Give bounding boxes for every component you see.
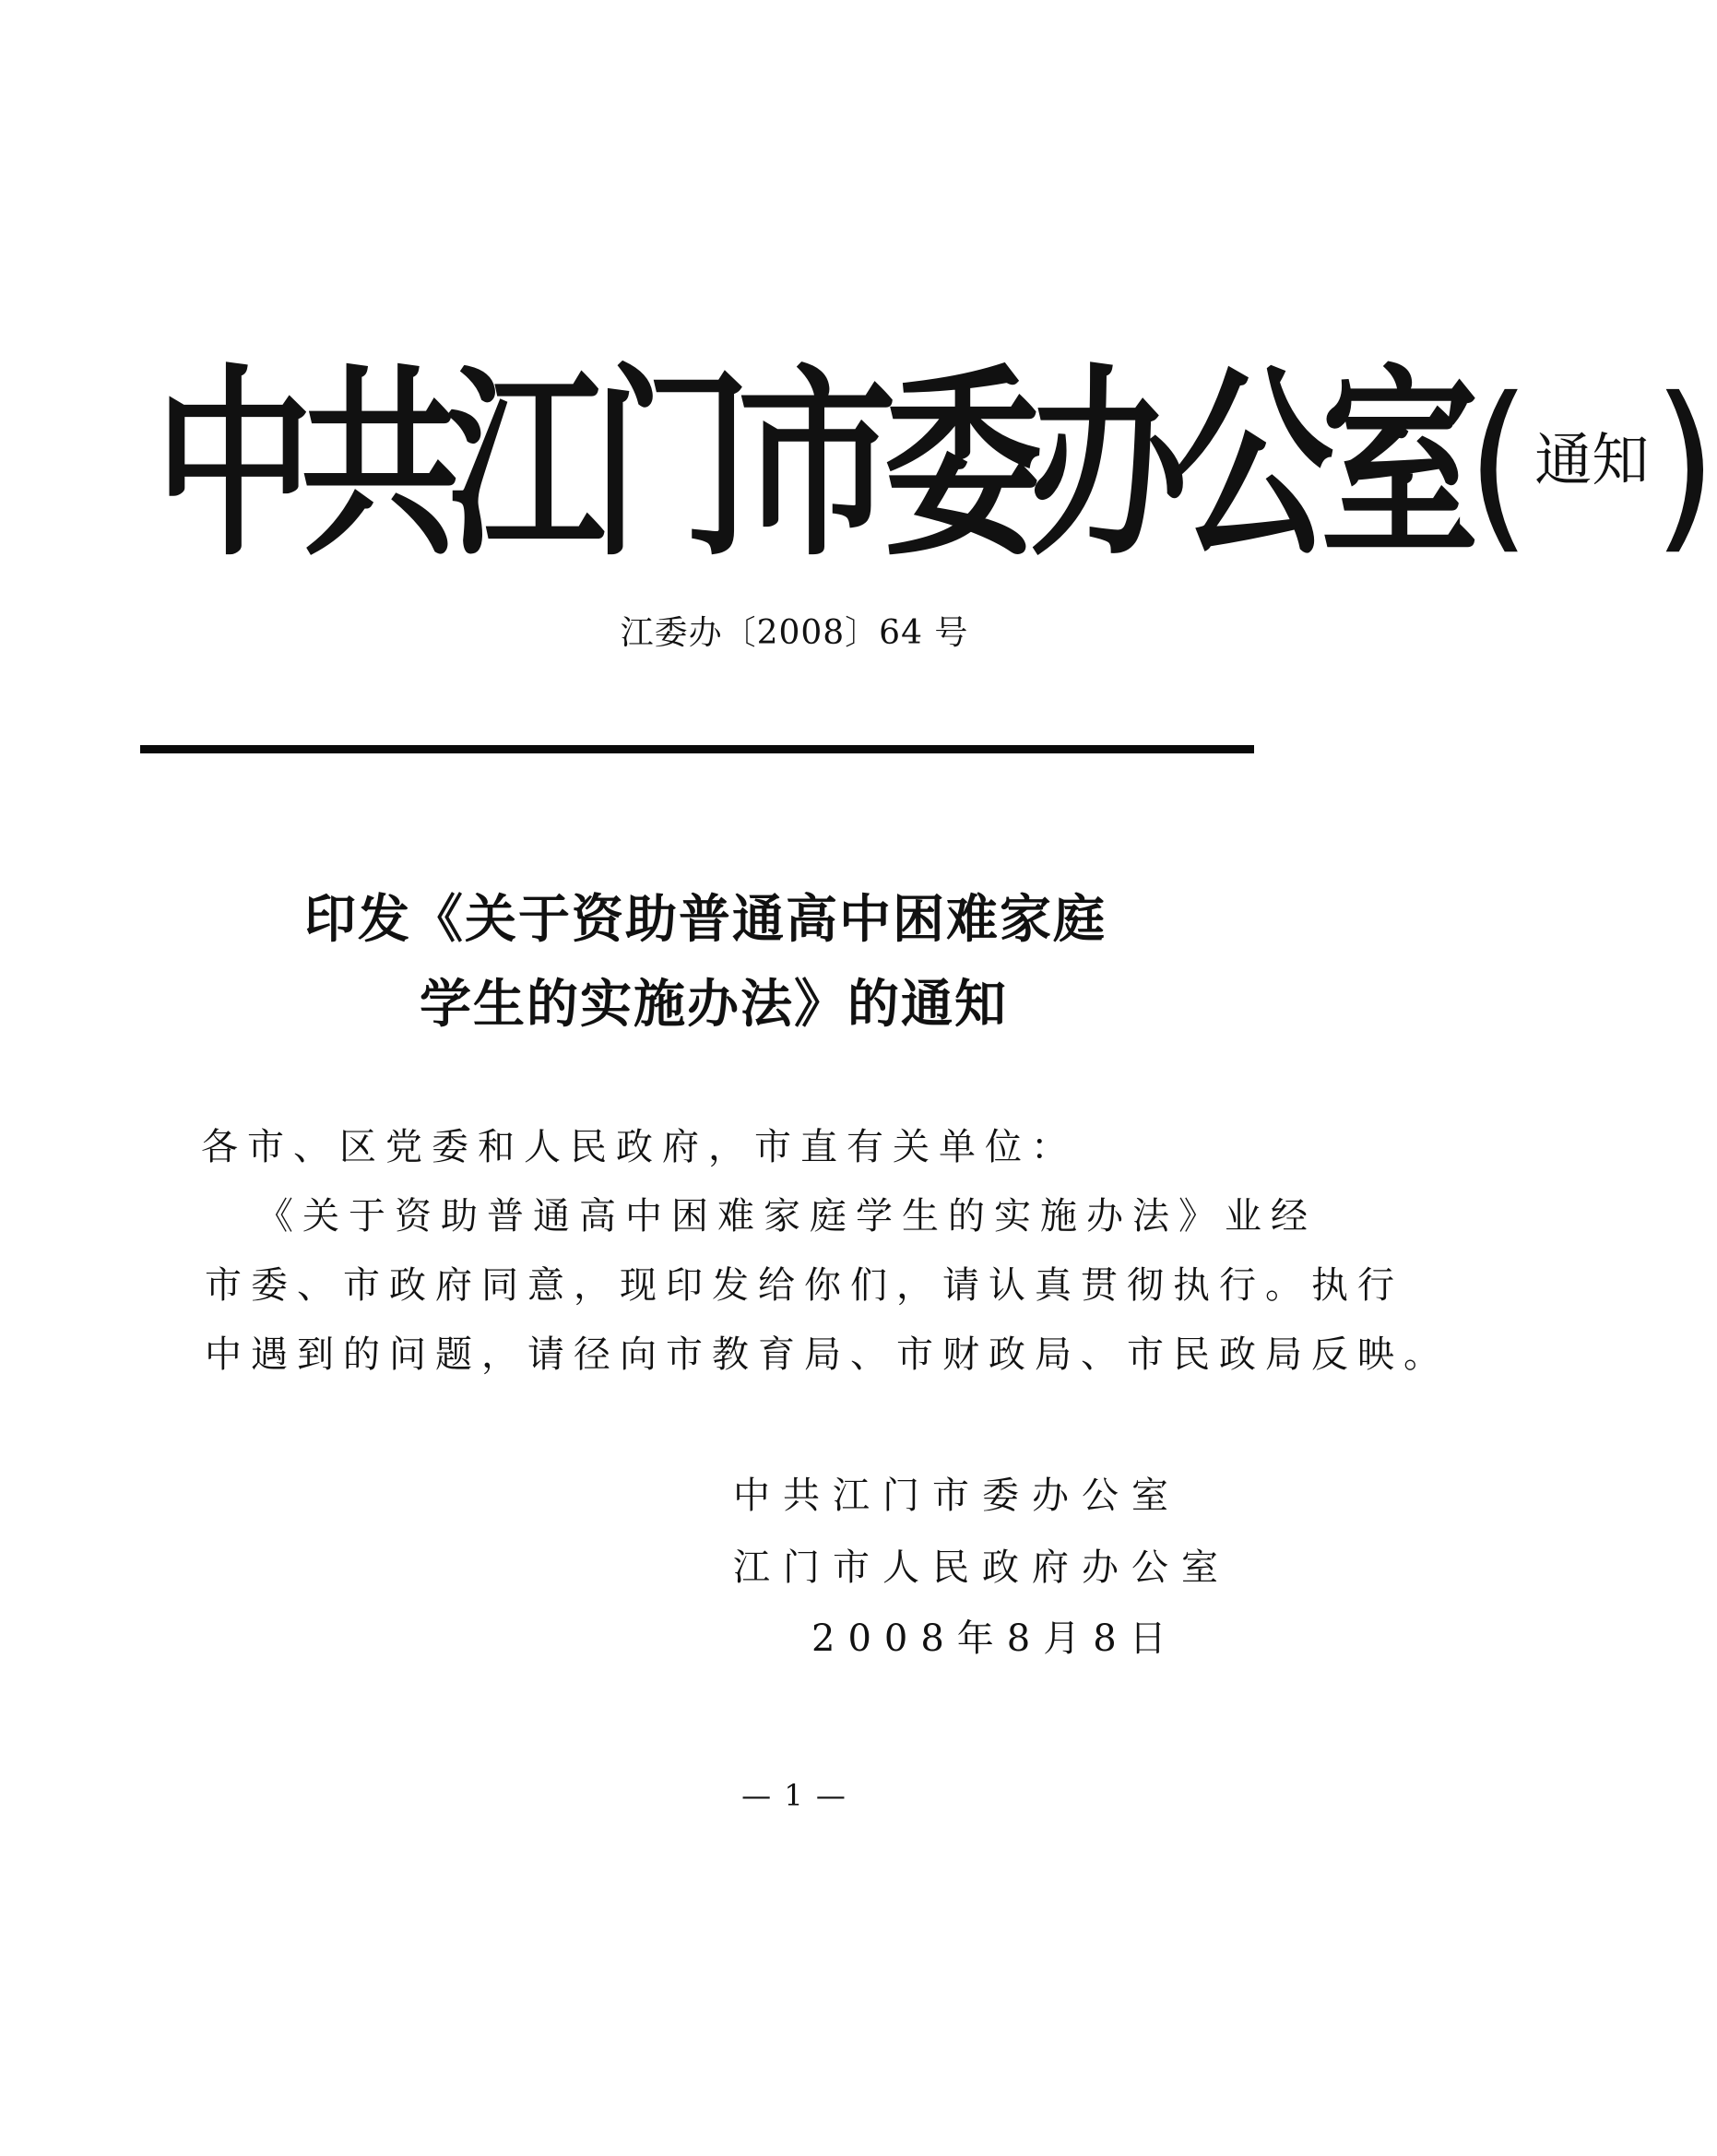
document-number: 江委办〔2008〕64 号 bbox=[620, 614, 969, 652]
masthead-title: 中共江门市委办公室 bbox=[155, 346, 1466, 584]
notice-heading-line-1: 印发《关于资助普通高中困难家庭 bbox=[304, 890, 1107, 950]
notice-heading-line-2: 学生的实施办法》的通知 bbox=[420, 975, 1008, 1035]
masthead-close-paren: ) bbox=[1652, 359, 1717, 572]
signature-org-2: 江门市人民政府办公室 bbox=[733, 1546, 1231, 1589]
body-line-3: 中遇到的问题，请径向市教育局、市财政局、市民政局反映。 bbox=[205, 1333, 1450, 1376]
body-line-1: 《关于资助普通高中困难家庭学生的实施办法》业经 bbox=[256, 1195, 1317, 1238]
separator-line bbox=[140, 745, 1254, 753]
masthead-open-paren: ( bbox=[1466, 359, 1532, 572]
page-number: — 1 — bbox=[741, 1778, 847, 1813]
body-line-2: 市委、市政府同意，现印发给你们，请认真贯彻执行。执行 bbox=[205, 1264, 1403, 1307]
masthead bbox=[155, 346, 1717, 584]
masthead-suffix: 通知 bbox=[1534, 426, 1650, 493]
salutation: 各市、区党委和人民政府，市直有关单位： bbox=[201, 1126, 1077, 1168]
signature-date: 2008年8月8日 bbox=[811, 1617, 1179, 1660]
signature-org-1: 中共江门市委办公室 bbox=[733, 1475, 1181, 1517]
